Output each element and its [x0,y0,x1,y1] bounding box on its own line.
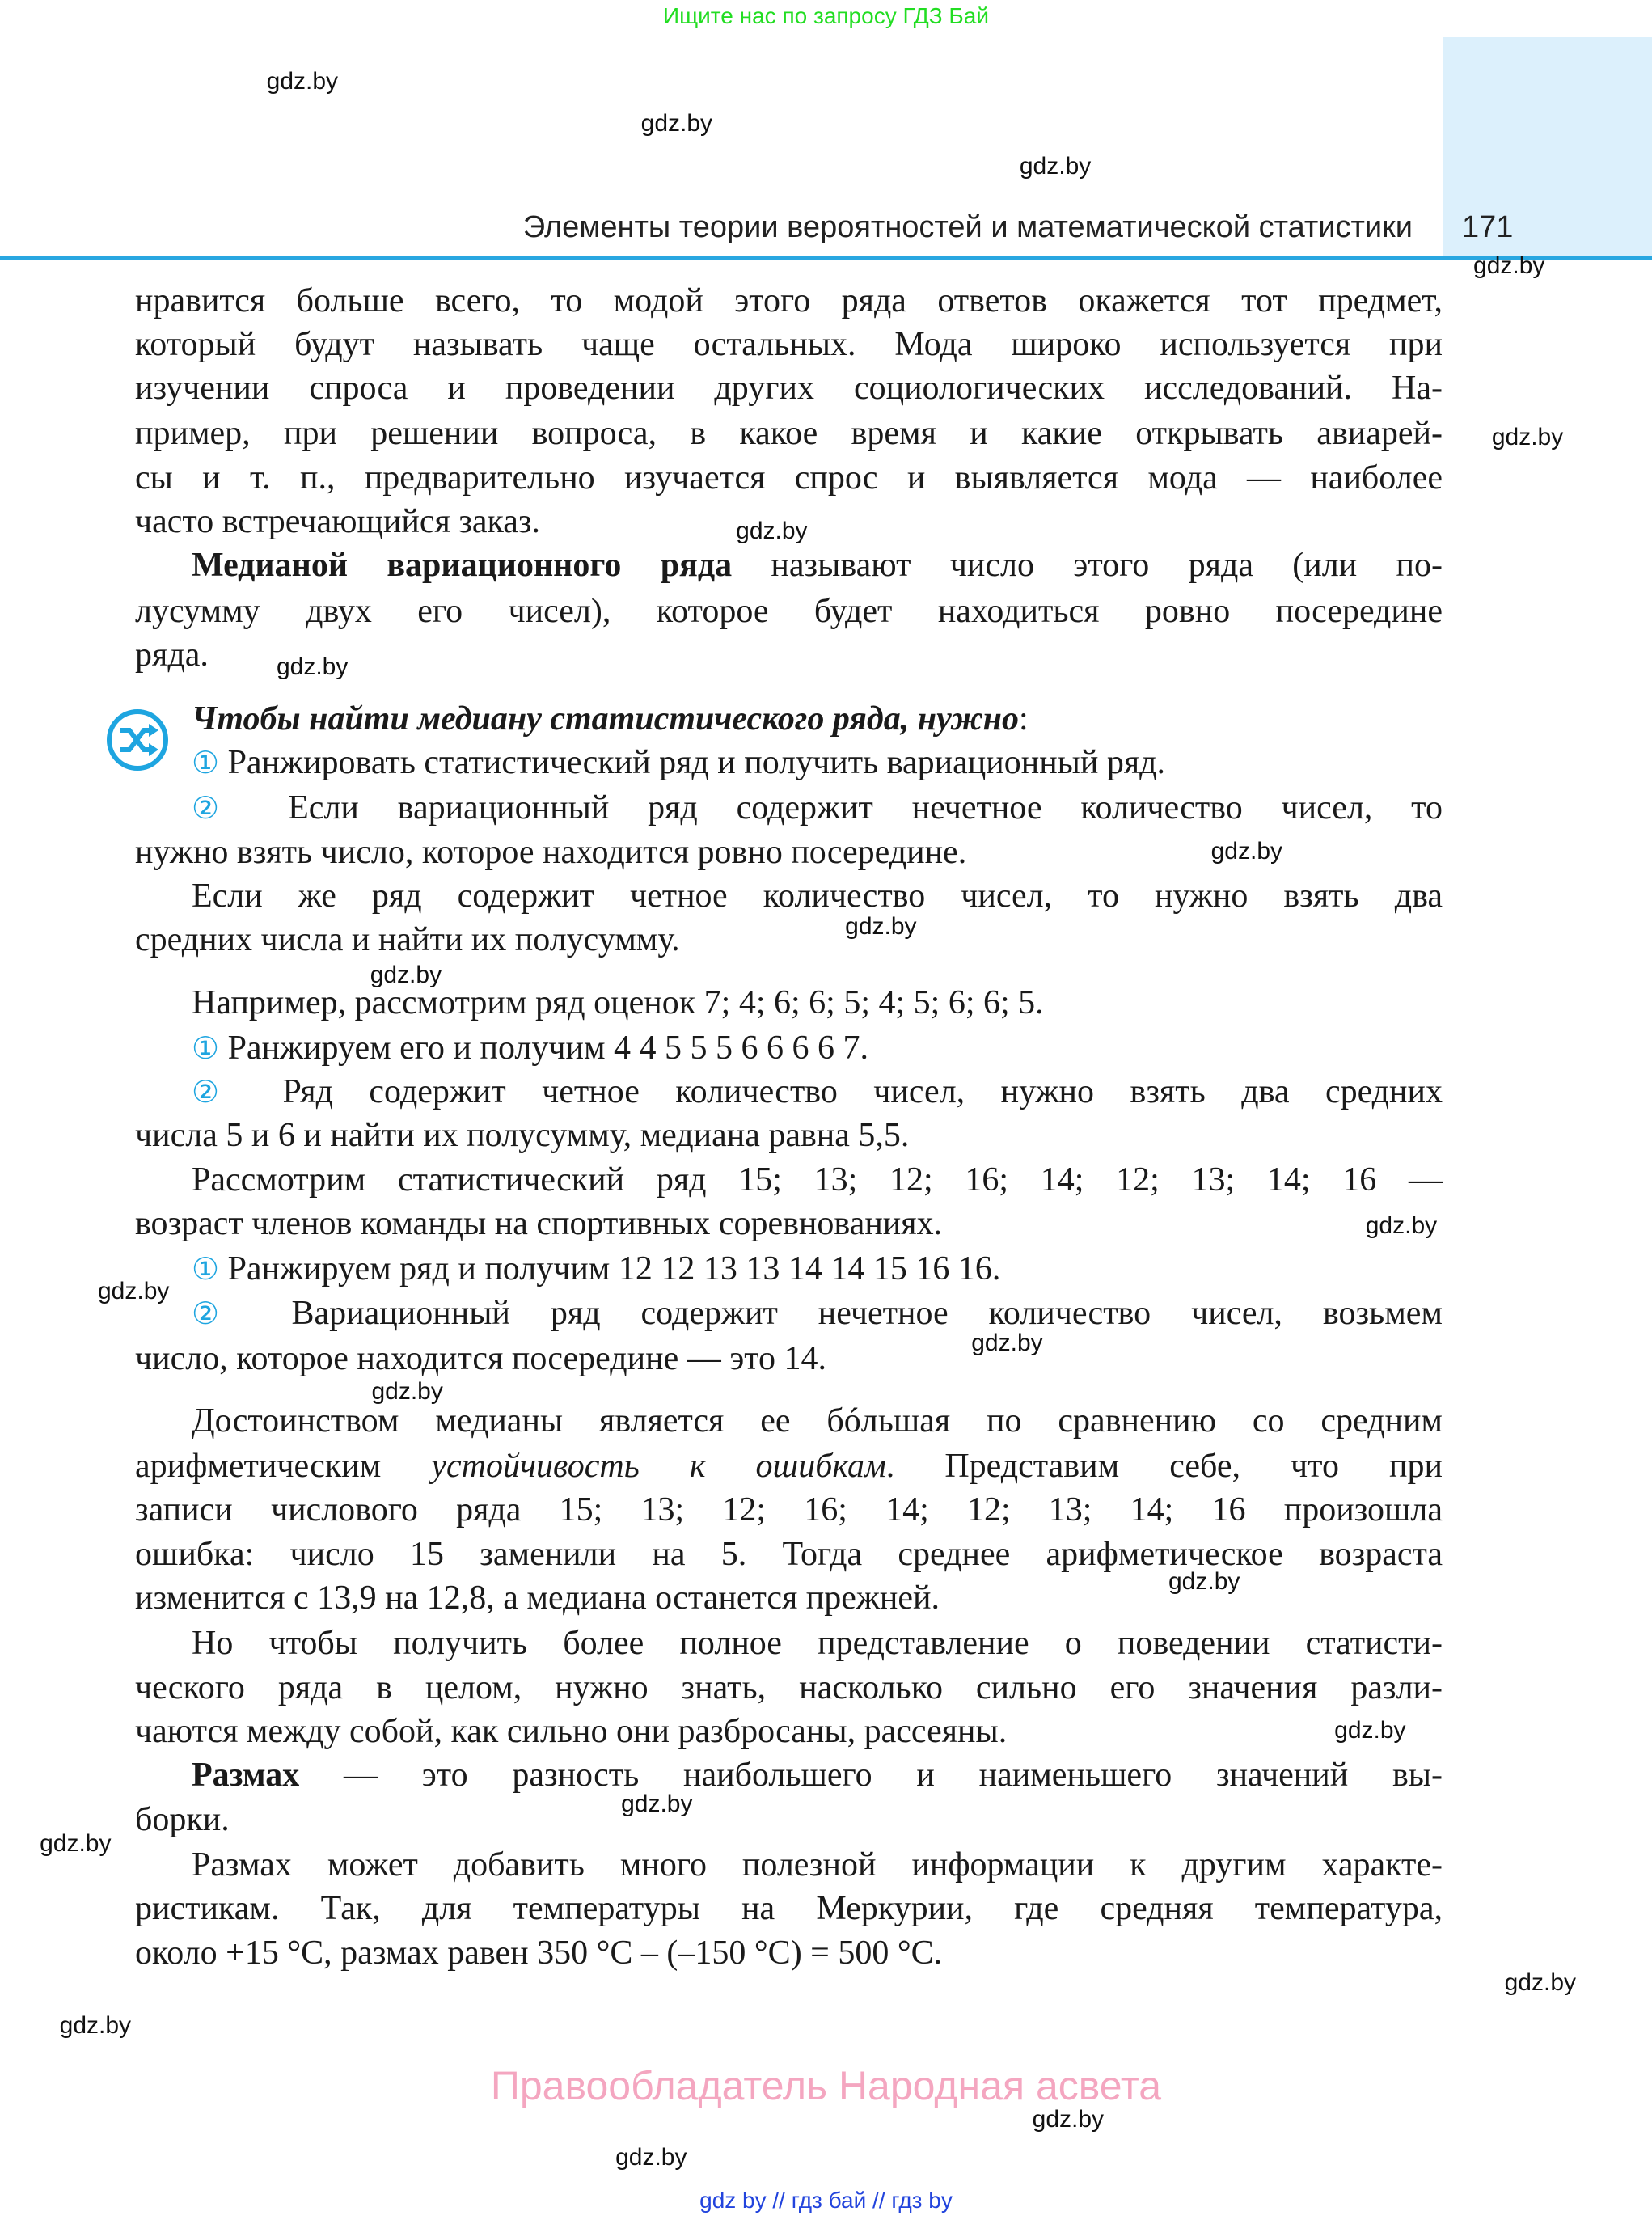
step-number-badge: ① [192,1030,220,1066]
text-segment: Но чтобы получить более полное представление о поведении статисти- [192,1625,1443,1663]
text-segment: изучении спроса и проведении других социологических исследований. На- [135,370,1443,408]
text-segment: изменится с 13,9 на 12,8, а медиана останется прежней. [135,1579,940,1617]
text-line [135,1534,1443,1575]
text-segment: Ранжируем ряд и получим 12 12 13 13 14 14 15 16 16. [219,1250,1001,1288]
emphasis-text: Размах [192,1757,300,1795]
text-line [192,1293,1443,1334]
watermark: gdz.by [266,67,339,95]
text-line [135,1668,1443,1708]
text-line [192,1249,1443,1289]
watermark: gdz.by [1032,2105,1105,2133]
text-line [135,920,1443,960]
watermark: gdz.by [1491,423,1564,450]
text-segment: . Представим себе, что при [885,1448,1443,1486]
step-number-badge: ② [192,1074,247,1110]
text-segment: ошибка: число 15 заменили на 5. Тогда среднее арифметическое возраста [135,1535,1443,1573]
watermark: gdz.by [98,1277,170,1304]
watermark: gdz.by [1504,1969,1576,1997]
text-line [192,545,1443,586]
text-segment: Ранжировать статистический ряд и получить вариационный ряд. [219,744,1166,782]
text-line [192,1072,1443,1112]
text-segment: Ряд содержит четное количество чисел, нужно взять два средних [247,1073,1443,1111]
shuffle-rule-icon [105,708,170,772]
emphasis-text: Медианой вариационного ряда [192,547,733,585]
text-line [135,1888,1443,1929]
text-segment: нравится больше всего, то модой этого ряда ответов окажется тот предмет, [135,281,1443,319]
page-number: 171 [1462,210,1514,244]
watermark: gdz.by [59,2011,132,2039]
text-line [135,1446,1443,1486]
text-segment: который будут называть чаще остальных. Мода широко используется при [135,325,1443,363]
text-segment: арифметическим [135,1448,432,1486]
watermark: gdz.by [40,1830,112,1858]
text-line [192,1755,1443,1795]
top-search-banner[interactable]: Ищите нас по запросу ГДЗ Бай [662,3,990,28]
text-segment: Размах может добавить много полезной информации к другим характе- [192,1846,1443,1884]
text-segment: сы и т. п., предварительно изучается спрос и выявляется мода — наиболее [135,459,1443,497]
text-line [135,281,1443,321]
text-line [135,413,1443,454]
text-segment: средних числа и найти их полусумму. [135,921,680,959]
emphasis-text: устойчивость к ошибкам [431,1448,886,1486]
watermark: gdz.by [1473,252,1545,279]
text-line [135,591,1443,632]
text-segment: ческого ряда в целом, нужно знать, насколько сильно его значения разли- [135,1668,1443,1706]
watermark: gdz.by [1019,152,1092,180]
text-line [192,1028,1443,1068]
text-line [192,1401,1443,1441]
text-segment: Вариационный ряд содержит нечетное количество чисел, возьмем [251,1294,1443,1332]
watermark: gdz.by [1168,1568,1240,1596]
text-line [192,788,1443,828]
text-segment: лусумму двух его чисел), которое будет находиться ровно посередине [135,592,1443,630]
watermark: gdz.by [1334,1717,1406,1744]
text-line [192,1160,1443,1200]
text-line [135,458,1443,498]
text-segment: Если вариационный ряд содержит нечетное количество чисел, то [249,789,1443,827]
text-segment: : [1018,700,1029,738]
step-number-badge: ① [192,745,220,781]
text-line [135,1578,1443,1618]
watermark: gdz.by [1210,837,1282,865]
copyright-notice: Правообладатель Народная асвета [490,2063,1162,2108]
text-segment: Ранжируем его и получим 4 4 5 5 5 6 6 6 6 7. [219,1029,869,1067]
text-line [135,1933,1443,1973]
text-segment: записи числового ряда 15; 13; 12; 16; 14; 12; 13; 14; 16 произошла [135,1491,1443,1529]
step-number-badge: ② [192,790,250,827]
text-line [135,1799,1443,1840]
step-number-badge: ① [192,1251,220,1287]
text-line [192,1845,1443,1885]
watermark: gdz.by [845,912,917,940]
text-segment: числа 5 и 6 и найти их полусумму, медиана равна 5,5. [135,1117,910,1155]
step-number-badge: ② [192,1295,251,1331]
text-line [135,1711,1443,1752]
watermark: gdz.by [1365,1211,1438,1239]
text-line [135,324,1443,365]
text-line [192,699,1443,739]
text-segment: ристикам. Так, для температуры на Меркурии, где средняя температура, [135,1890,1443,1928]
text-line [192,1623,1443,1664]
watermark: gdz.by [615,2144,687,2171]
watermark: gdz.by [736,517,808,544]
text-line [135,1203,1443,1244]
text-segment: борки. [135,1800,230,1838]
text-segment: ряда. [135,636,209,674]
watermark: gdz.by [371,1378,443,1406]
text-line [192,742,1443,783]
text-segment: нужно взять число, которое находится ровно посередине. [135,833,967,871]
text-segment: — это разность наибольшего и наименьшего значений вы- [299,1757,1443,1795]
text-line [192,876,1443,916]
text-segment: пример, при решении вопроса, в какое время и какие открывать авиарей- [135,415,1443,453]
running-header-title: Элементы теории вероятностей и математической статистики [522,210,1413,244]
text-segment: число, которое находится посередине — это 14. [135,1339,827,1377]
text-line [135,368,1443,408]
text-segment: Например, рассмотрим ряд оценок 7; 4; 6; 6; 5; 4; 5; 6; 6; 5. [192,983,1044,1021]
text-segment: чаются между собой, как сильно они разбросаны, рассеяны. [135,1712,1008,1750]
emphasis-text: Чтобы найти медиану статистического ряда, нужно [192,700,1019,738]
text-line [135,1490,1443,1530]
text-segment: называют число этого ряда (или по- [732,547,1443,585]
text-line [135,1338,1443,1379]
watermark: gdz.by [276,653,349,680]
text-segment: Если же ряд содержит четное количество чисел, то нужно взять два [192,877,1443,915]
text-segment: возраст членов команды на спортивных соревнованиях. [135,1205,943,1243]
watermark: gdz.by [621,1791,693,1818]
watermark: gdz.by [370,961,442,988]
footer-links[interactable]: gdz by // гдз бай // гдз by [699,2188,953,2213]
text-segment: часто встречающийся заказ. [135,503,541,541]
text-segment: Рассмотрим статистический ряд 15; 13; 12; 16; 14; 12; 13; 14; 16 — [192,1161,1443,1199]
text-segment: около +15 °C, размах равен 350 °C – (–150 °C) = 500 °C. [135,1934,943,1972]
watermark: gdz.by [971,1330,1043,1357]
text-line [135,1115,1443,1156]
text-segment: Достоинством медианы является ее бóльшая по сравнению со средним [192,1402,1443,1440]
watermark: gdz.by [640,110,713,137]
header-divider [0,256,1652,260]
